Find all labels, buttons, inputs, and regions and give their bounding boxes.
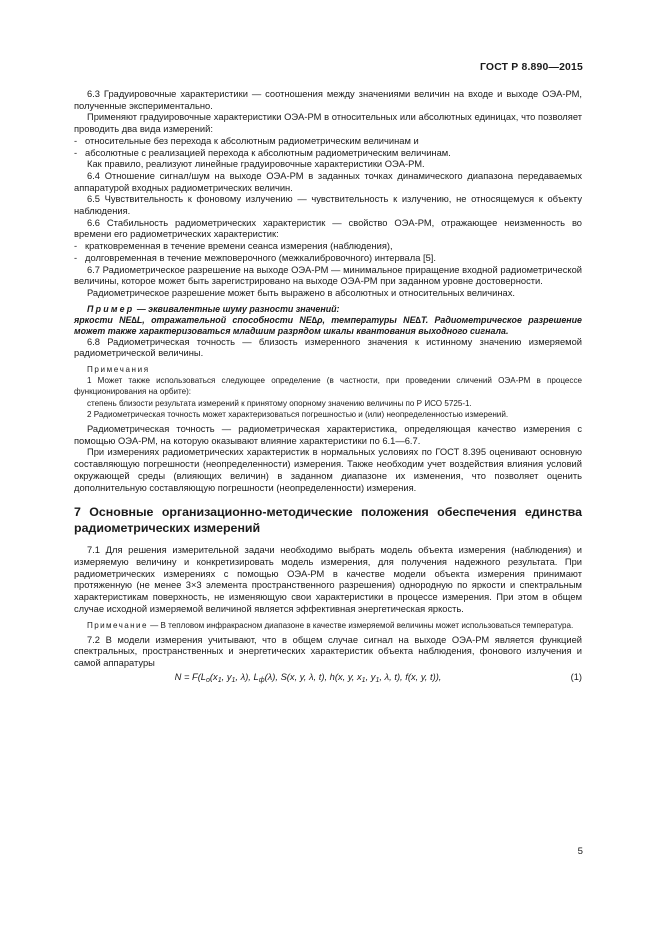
paragraph-6-7: 6.7 Радиометрическое разрешение на выходе ОЭА-РМ — минимальное приращение входной радиометрической величины, которое может быть зарегистрировано на выходе ОЭА-РМ при заданном уровне достоверности. xyxy=(74,264,582,287)
example-block xyxy=(74,304,582,315)
list-dash: - xyxy=(74,135,78,146)
formula-part: , y xyxy=(221,671,232,682)
paragraph-resolution: Радиометрическое разрешение может быть выражено в абсолютных и относительных величинах. xyxy=(87,287,515,298)
formula-subscript: 1 xyxy=(361,676,366,684)
list-item xyxy=(74,241,582,253)
list-dash: - xyxy=(74,147,78,158)
page-number: 5 xyxy=(577,846,583,857)
list-dash: - xyxy=(74,252,78,263)
note-3 xyxy=(74,620,582,631)
example-intro: — эквивалентные шуму разности значений: xyxy=(134,303,340,314)
formula-part: (x xyxy=(209,671,218,682)
list-item-text: абсолютные с реализацией перехода к абсолютным радиометрическим величинам. xyxy=(85,147,451,158)
formula-part: , λ), L xyxy=(235,671,259,682)
main-content xyxy=(74,89,582,684)
formula-part: (λ), S(x, y, λ, t), h(x, y, x xyxy=(264,671,362,682)
note-1-continuation: степень близости результата измерений к принятому опорному значению величины по Р ИСО 5725-1. xyxy=(87,398,472,408)
list-item xyxy=(74,148,582,160)
paragraph-6-6: 6.6 Стабильность радиометрических характеристик — свойство ОЭА-РМ, отражающее неизменность во времени его радиометрических характеристик: xyxy=(74,217,582,240)
formula-subscript: 1 xyxy=(375,676,380,684)
formula-part: , λ, t), f(x, y, t)), xyxy=(379,671,442,682)
formula-part: , y xyxy=(365,671,376,682)
paragraph-linear: Как правило, реализуют линейные градуировочные характеристики ОЭА-РМ. xyxy=(87,159,425,170)
note-3-label: Примечание xyxy=(87,620,148,630)
paragraph-calibration: Применяют градуировочные характеристики ОЭА-РМ в относительных или абсолютных единицах, что позволяет проводить два вида измерений: xyxy=(74,112,582,135)
paragraph-6-8: 6.8 Радиометрическая точность — близость измеренного значения к истинному значению измеряемой радиометрической величины. xyxy=(74,336,582,359)
paragraph-7-2: 7.2 В модели измерения учитывают, что в общем случае сигнал на выходе ОЭА-РМ является функцией спектральных, пространственных и энергетических характеристик объекта наблюдения, фонового излучения и самой аппаратуры xyxy=(74,634,582,669)
formula-subscript: 1 xyxy=(231,676,236,684)
example-label: Пример xyxy=(87,303,135,314)
list-item xyxy=(74,136,582,148)
equation-number: (1) xyxy=(570,671,582,682)
paragraph-7-1: 7.1 Для решения измерительной задачи необходимо выбрать модель объекта измерения (наблюдения) и измеряемую величину и конкретизировать модель измерения, для получения надежного результата. При радиометрических измерениях с помощью ОЭА-РМ в качестве модели объекта измерения принимают протяженную (не менее 3×3 элемента пространственного разрешения) однородную по яркости и спектральным характеристикам поверхность, не изменяющую свои характеристики в процессе измерения. При этом в общем случае исходной измеряемой величиной является эффективная энергетическая яркость. xyxy=(74,545,582,614)
formula-1 xyxy=(74,672,582,684)
notes-title: Примечания xyxy=(87,365,150,375)
list-item-text: кратковременная в течение времени сеанса измерения (наблюдения), xyxy=(85,241,393,252)
list-dash: - xyxy=(74,241,78,252)
paragraph-6-3: 6.3 Градуировочные характеристики — соотношения между значениями величин на входе и выходе ОЭА-РМ, полученные экспериментально. xyxy=(74,89,582,111)
note-1: 1 Может также использоваться следующее определение (в частности, при проведении сличений ОЭА-РМ в процессе функционирования на орбите): xyxy=(74,376,582,397)
note-2: 2 Радиометрическая точность может характеризоваться погрешностью и (или) неопределенностью измерений. xyxy=(87,409,509,419)
formula-part: N = F(L xyxy=(174,671,207,682)
formula-subscript: ф xyxy=(258,676,265,684)
section-7-title: 7 Основные организационно-методические положения обеспечения единства радиометрических измерений xyxy=(74,505,582,535)
list-item-text: относительные без перехода к абсолютным радиометрическим величинам и xyxy=(85,135,419,146)
paragraph-accuracy: Радиометрическая точность — радиометрическая характеристика, определяющая качество измерения с помощью ОЭА-РМ, на которую оказывают влияние характеристики по 6.1—6.7. xyxy=(74,424,582,446)
document-header: ГОСТ Р 8.890—2015 xyxy=(479,62,583,73)
list-item-text: долговременная в течение межповерочного (межкалибровочного) интервала [5]. xyxy=(85,252,436,263)
paragraph-6-5: 6.5 Чувствительность к фоновому излучению — чувствительность к излучению, не относящемуся к объекту наблюдения. xyxy=(74,194,582,217)
formula-subscript: 1 xyxy=(217,676,222,684)
formula-subscript: o xyxy=(206,676,210,684)
list-item xyxy=(74,253,582,265)
paragraph-normal-conditions: При измерениях радиометрических характеристик в нормальных условиях по ГОСТ 8.395 оценивают основную составляющую погрешности (неопределенности) измерения. Также необходим учет воздействия влияния условий окружающей среды (влияющих величин) в заданном диапазоне их изменения, что позволяет оценить дополнительную составляющую погрешности (неопределенности) измерения. xyxy=(74,447,582,493)
example-text: яркости NE∆L, отражательной способности NE∆ρ, температуры NE∆T. Радиометрическое разрешение может также характеризоваться младшим разрядом шкалы квантования выходного сигнала. xyxy=(74,314,582,336)
note-3-text: — В тепловом инфракрасном диапазоне в качестве измеряемой величины может использоваться температура. xyxy=(147,620,574,630)
paragraph-6-4: 6.4 Отношение сигнал/шум на выходе ОЭА-РМ в заданных точках динамического диапазона передаваемых аппаратурой входных радиометрических величин. xyxy=(74,170,582,193)
